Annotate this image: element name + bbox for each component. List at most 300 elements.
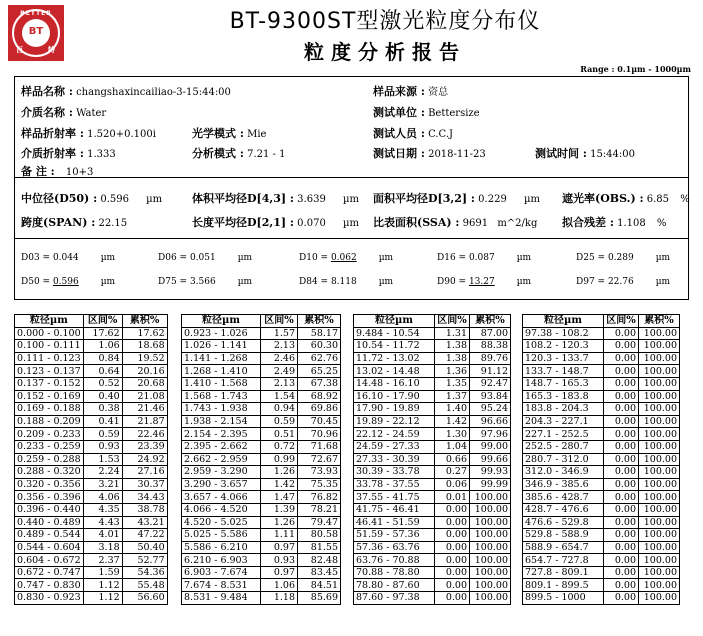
medium-ri-label: 介质折射率 : <box>21 147 84 160</box>
cumulative-percent-cell: 70.96 <box>298 428 341 441</box>
interval-percent-cell: 0.64 <box>83 365 122 378</box>
interval-percent-cell: 2.49 <box>261 365 298 378</box>
residual-label: 拟合残差 : <box>562 216 614 229</box>
d-value-item <box>21 253 115 263</box>
size-range-cell: 280.7 - 312.0 <box>523 453 604 466</box>
interval-percent-cell: 0.00 <box>604 327 639 340</box>
cumulative-percent-cell: 69.86 <box>298 403 341 416</box>
cumulative-percent-cell: 100.00 <box>639 377 680 390</box>
cumulative-percent-cell: 50.40 <box>122 541 167 554</box>
size-range-cell: 0.233 - 0.259 <box>15 440 84 453</box>
size-range-cell: 0.111 - 0.123 <box>15 352 84 365</box>
cumulative-percent-cell: 100.00 <box>639 592 680 605</box>
interval-percent-cell: 0.00 <box>604 554 639 567</box>
size-range-cell: 0.672 - 0.747 <box>15 566 84 579</box>
size-range-cell: 4.066 - 4.520 <box>182 503 261 516</box>
d50-unit: µm <box>146 194 163 205</box>
cumulative-percent-cell: 21.87 <box>122 415 167 428</box>
interval-percent-cell: 0.00 <box>604 478 639 491</box>
logo-char-left: 百 <box>16 46 23 54</box>
table-row <box>354 529 511 542</box>
table-row <box>523 415 680 428</box>
table-row <box>15 503 168 516</box>
interval-percent-cell: 4.06 <box>83 491 122 504</box>
cumulative-percent-cell: 19.52 <box>122 352 167 365</box>
d-value-unit: µm <box>516 253 532 263</box>
d32-unit: µm <box>524 194 540 205</box>
cumulative-percent-cell: 100.00 <box>639 415 680 428</box>
size-range-cell: 0.169 - 0.188 <box>15 403 84 416</box>
cumulative-percent-cell: 54.36 <box>122 566 167 579</box>
table-row <box>15 352 168 365</box>
table-row <box>182 554 341 567</box>
table-row <box>182 529 341 542</box>
table-row <box>354 352 511 365</box>
cumulative-percent-cell: 100.00 <box>639 440 680 453</box>
d-value-unit: µm <box>516 277 532 287</box>
d32-label: 面积平均径D[3,2] : <box>373 192 475 205</box>
size-range-cell: 9.484 - 10.54 <box>354 327 435 340</box>
table-row <box>15 377 168 390</box>
size-range-cell: 654.7 - 727.8 <box>523 554 604 567</box>
size-range-cell: 24.59 - 27.33 <box>354 440 435 453</box>
size-range-cell: 70.88 - 78.80 <box>354 566 435 579</box>
sample-ri-label: 样品折射率 : <box>21 127 84 140</box>
d-value-unit: µm <box>378 253 394 263</box>
interval-percent-cell: 0.00 <box>604 516 639 529</box>
table-row <box>354 503 511 516</box>
table-row <box>523 516 680 529</box>
table-row <box>354 541 511 554</box>
statistics-box <box>14 177 689 239</box>
table-header: 累积% <box>470 315 511 328</box>
table-row <box>523 403 680 416</box>
cumulative-percent-cell: 99.00 <box>470 440 511 453</box>
cumulative-percent-cell: 20.16 <box>122 365 167 378</box>
size-range-cell: 0.100 - 0.111 <box>15 340 84 353</box>
interval-percent-cell: 1.40 <box>435 403 470 416</box>
table-row <box>182 352 341 365</box>
size-range-cell: 204.3 - 227.1 <box>523 415 604 428</box>
test-time-label: 测试时间 : <box>535 147 587 160</box>
d-value-item <box>299 277 393 287</box>
d50-label: 中位径(D50) : <box>21 192 98 205</box>
interval-percent-cell: 0.00 <box>435 566 470 579</box>
cumulative-percent-cell: 100.00 <box>639 566 680 579</box>
table-header: 区间% <box>604 315 639 328</box>
interval-percent-cell: 1.53 <box>83 453 122 466</box>
table-row <box>182 592 341 605</box>
table-row <box>354 415 511 428</box>
table-row <box>15 453 168 466</box>
sample-source-value: 资总 <box>428 87 449 98</box>
interval-percent-cell: 1.54 <box>261 390 298 403</box>
interval-percent-cell: 0.00 <box>604 491 639 504</box>
test-date-value: 2018-11-23 <box>428 149 486 160</box>
cumulative-percent-cell: 100.00 <box>470 503 511 516</box>
d-value-number: 0.062 <box>330 253 357 263</box>
d-value-item <box>576 253 670 263</box>
interval-percent-cell: 0.38 <box>83 403 122 416</box>
residual-unit: % <box>656 218 667 229</box>
size-range-cell: 0.209 - 0.233 <box>15 428 84 441</box>
cumulative-percent-cell: 100.00 <box>639 352 680 365</box>
size-range-cell: 133.7 - 148.7 <box>523 365 604 378</box>
interval-percent-cell: 1.06 <box>261 579 298 592</box>
cumulative-percent-cell: 71.68 <box>298 440 341 453</box>
table-row <box>354 428 511 441</box>
table-header: 粒径µm <box>523 315 604 328</box>
table-row <box>182 403 341 416</box>
interval-percent-cell: 1.26 <box>261 516 298 529</box>
interval-percent-cell: 2.24 <box>83 466 122 479</box>
cumulative-percent-cell: 87.00 <box>470 327 511 340</box>
size-range-cell: 30.39 - 33.78 <box>354 466 435 479</box>
ssa-label: 比表面积(SSA) : <box>373 216 460 229</box>
interval-percent-cell: 0.51 <box>261 428 298 441</box>
medium-name-label: 介质名称 : <box>21 106 73 119</box>
table-header: 区间% <box>435 315 470 328</box>
interval-percent-cell: 0.00 <box>604 503 639 516</box>
interval-percent-cell: 2.37 <box>83 554 122 567</box>
interval-percent-cell: 0.52 <box>83 377 122 390</box>
medium-ri-value: 1.333 <box>87 149 116 160</box>
interval-percent-cell: 1.59 <box>83 566 122 579</box>
distribution-table <box>353 314 511 605</box>
cumulative-percent-cell: 82.48 <box>298 554 341 567</box>
cumulative-percent-cell: 100.00 <box>639 491 680 504</box>
table-header: 累积% <box>639 315 680 328</box>
size-range-cell: 5.586 - 6.210 <box>182 541 261 554</box>
interval-percent-cell: 0.00 <box>604 365 639 378</box>
cumulative-percent-cell: 100.00 <box>639 428 680 441</box>
size-range-cell: 14.48 - 16.10 <box>354 377 435 390</box>
table-row <box>15 390 168 403</box>
size-range-cell: 4.520 - 5.025 <box>182 516 261 529</box>
table-row <box>15 466 168 479</box>
d21-value: 0.070 <box>297 218 326 229</box>
interval-percent-cell: 0.00 <box>604 377 639 390</box>
size-range-cell: 27.33 - 30.39 <box>354 453 435 466</box>
cumulative-percent-cell: 17.62 <box>122 327 167 340</box>
cumulative-percent-cell: 89.76 <box>470 352 511 365</box>
d-value-label: D84 = <box>299 277 331 287</box>
size-range-cell: 0.259 - 0.288 <box>15 453 84 466</box>
table-row <box>523 503 680 516</box>
interval-percent-cell: 17.62 <box>83 327 122 340</box>
d21-label: 长度平均径D[2,1] : <box>192 216 294 229</box>
table-row <box>523 466 680 479</box>
size-range-cell: 120.3 - 133.7 <box>523 352 604 365</box>
interval-percent-cell: 3.21 <box>83 478 122 491</box>
cumulative-percent-cell: 100.00 <box>470 541 511 554</box>
interval-percent-cell: 1.11 <box>261 529 298 542</box>
size-range-cell: 0.137 - 0.152 <box>15 377 84 390</box>
interval-percent-cell: 2.13 <box>261 340 298 353</box>
d43-value: 3.639 <box>297 194 326 205</box>
table-row <box>523 428 680 441</box>
sample-source-label: 样品来源 : <box>373 85 425 98</box>
size-range-cell: 0.188 - 0.209 <box>15 415 84 428</box>
table-row <box>523 390 680 403</box>
interval-percent-cell: 0.00 <box>604 566 639 579</box>
cumulative-percent-cell: 96.66 <box>470 415 511 428</box>
test-date-label: 测试日期 : <box>373 147 425 160</box>
table-row <box>523 541 680 554</box>
cumulative-percent-cell: 67.38 <box>298 377 341 390</box>
table-header: 粒径µm <box>15 315 84 328</box>
residual-value: 1.108 <box>617 218 646 229</box>
size-range-cell: 0.152 - 0.169 <box>15 390 84 403</box>
cumulative-percent-cell: 80.58 <box>298 529 341 542</box>
table-row <box>182 503 341 516</box>
size-range-cell: 8.531 - 9.484 <box>182 592 261 605</box>
table-row <box>354 478 511 491</box>
size-range-cell: 183.8 - 204.3 <box>523 403 604 416</box>
obscuration-label: 遮光率(OBS.) : <box>562 192 644 205</box>
d-value-number: 22.76 <box>607 277 634 287</box>
size-range-cell: 227.1 - 252.5 <box>523 428 604 441</box>
table-row <box>15 579 168 592</box>
cumulative-percent-cell: 47.22 <box>122 529 167 542</box>
table-row <box>523 440 680 453</box>
table-row <box>15 529 168 542</box>
company-logo <box>8 5 64 61</box>
interval-percent-cell: 0.00 <box>604 340 639 353</box>
logo-text: BETTER <box>20 10 52 17</box>
size-range-cell: 33.78 - 37.55 <box>354 478 435 491</box>
table-row <box>15 478 168 491</box>
obscuration-unit: % <box>680 194 690 205</box>
size-range-cell: 46.41 - 51.59 <box>354 516 435 529</box>
table-row <box>182 428 341 441</box>
d50-value: 0.596 <box>100 194 129 205</box>
size-range-cell: 588.9 - 654.7 <box>523 541 604 554</box>
size-range-cell: 476.6 - 529.8 <box>523 516 604 529</box>
cumulative-percent-cell: 56.60 <box>122 592 167 605</box>
interval-percent-cell: 0.00 <box>604 390 639 403</box>
table-row <box>182 541 341 554</box>
cumulative-percent-cell: 68.92 <box>298 390 341 403</box>
size-range-cell: 11.72 - 13.02 <box>354 352 435 365</box>
table-row <box>523 352 680 365</box>
interval-percent-cell: 0.00 <box>604 579 639 592</box>
d-value-label: D50 = <box>21 277 53 287</box>
operator-label: 测试人员 : <box>373 127 425 140</box>
table-row <box>523 340 680 353</box>
d-value-number: 0.051 <box>189 253 216 263</box>
cumulative-percent-cell: 99.99 <box>470 478 511 491</box>
table-row <box>15 566 168 579</box>
size-range-cell: 7.674 - 8.531 <box>182 579 261 592</box>
cumulative-percent-cell: 100.00 <box>470 516 511 529</box>
table-row <box>523 478 680 491</box>
table-row <box>182 390 341 403</box>
interval-percent-cell: 1.36 <box>435 365 470 378</box>
size-range-cell: 16.10 - 17.90 <box>354 390 435 403</box>
interval-percent-cell: 0.00 <box>604 541 639 554</box>
interval-percent-cell: 0.94 <box>261 403 298 416</box>
table-row <box>354 340 511 353</box>
table-row <box>15 428 168 441</box>
size-range-cell: 13.02 - 14.48 <box>354 365 435 378</box>
interval-percent-cell: 0.00 <box>604 529 639 542</box>
table-row <box>354 365 511 378</box>
logo-char-right: 特 <box>48 46 55 54</box>
cumulative-percent-cell: 100.00 <box>639 554 680 567</box>
size-range-cell: 2.154 - 2.395 <box>182 428 261 441</box>
ssa-value: 9691 <box>462 218 489 229</box>
interval-percent-cell: 0.93 <box>83 440 122 453</box>
interval-percent-cell: 0.59 <box>83 428 122 441</box>
cumulative-percent-cell: 18.68 <box>122 340 167 353</box>
cumulative-percent-cell: 55.48 <box>122 579 167 592</box>
d43-unit: µm <box>343 194 359 205</box>
size-range-cell: 312.0 - 346.9 <box>523 466 604 479</box>
test-unit-value: Bettersize <box>428 108 480 119</box>
interval-percent-cell: 0.00 <box>604 352 639 365</box>
size-range-cell: 899.5 - 1000 <box>523 592 604 605</box>
d-value-unit: µm <box>378 277 394 287</box>
table-header: 粒径µm <box>182 315 261 328</box>
cumulative-percent-cell: 100.00 <box>639 466 680 479</box>
interval-percent-cell: 1.57 <box>261 327 298 340</box>
table-row <box>15 327 168 340</box>
interval-percent-cell: 4.43 <box>83 516 122 529</box>
cumulative-percent-cell: 30.37 <box>122 478 167 491</box>
interval-percent-cell: 0.00 <box>435 516 470 529</box>
cumulative-percent-cell: 91.12 <box>470 365 511 378</box>
cumulative-percent-cell: 22.46 <box>122 428 167 441</box>
interval-percent-cell: 0.99 <box>261 453 298 466</box>
table-row <box>15 365 168 378</box>
table-row <box>15 516 168 529</box>
cumulative-percent-cell: 100.00 <box>639 579 680 592</box>
cumulative-percent-cell: 100.00 <box>639 340 680 353</box>
cumulative-percent-cell: 34.43 <box>122 491 167 504</box>
table-row <box>354 579 511 592</box>
size-range-cell: 428.7 - 476.6 <box>523 503 604 516</box>
interval-percent-cell: 1.35 <box>435 377 470 390</box>
interval-percent-cell: 0.84 <box>83 352 122 365</box>
interval-percent-cell: 0.40 <box>83 390 122 403</box>
size-range-cell: 6.903 - 7.674 <box>182 566 261 579</box>
table-row <box>15 491 168 504</box>
interval-percent-cell: 2.46 <box>261 352 298 365</box>
size-range-cell: 0.440 - 0.489 <box>15 516 84 529</box>
instrument-title: BT-9300ST型激光粒度分布仪 <box>229 9 541 34</box>
table-row <box>182 453 341 466</box>
table-row <box>523 491 680 504</box>
cumulative-percent-cell: 88.38 <box>470 340 511 353</box>
interval-percent-cell: 0.00 <box>604 440 639 453</box>
table-row <box>15 554 168 567</box>
sample-ri-value: 1.520+0.100i <box>87 129 156 140</box>
size-range-cell: 3.657 - 4.066 <box>182 491 261 504</box>
size-range-cell: 41.75 - 46.41 <box>354 503 435 516</box>
d21-unit: µm <box>343 218 359 229</box>
cumulative-percent-cell: 23.39 <box>122 440 167 453</box>
d-value-item <box>437 253 531 263</box>
interval-percent-cell: 0.97 <box>261 541 298 554</box>
table-row <box>15 403 168 416</box>
obscuration-value: 6.85 <box>646 194 670 205</box>
cumulative-percent-cell: 100.00 <box>639 478 680 491</box>
d-value-label: D75 = <box>158 277 190 287</box>
table-row <box>182 566 341 579</box>
size-range-cell: 6.210 - 6.903 <box>182 554 261 567</box>
interval-percent-cell: 0.00 <box>435 554 470 567</box>
size-range-cell: 22.12 - 24.59 <box>354 428 435 441</box>
cumulative-percent-cell: 93.84 <box>470 390 511 403</box>
interval-percent-cell: 1.06 <box>83 340 122 353</box>
cumulative-percent-cell: 100.00 <box>639 529 680 542</box>
cumulative-percent-cell: 21.08 <box>122 390 167 403</box>
size-range-cell: 10.54 - 11.72 <box>354 340 435 353</box>
cumulative-percent-cell: 21.46 <box>122 403 167 416</box>
cumulative-percent-cell: 100.00 <box>639 327 680 340</box>
table-row <box>523 579 680 592</box>
cumulative-percent-cell: 99.93 <box>470 466 511 479</box>
cumulative-percent-cell: 100.00 <box>639 453 680 466</box>
interval-percent-cell: 0.97 <box>261 566 298 579</box>
interval-percent-cell: 0.27 <box>435 466 470 479</box>
table-header-row <box>15 315 168 328</box>
interval-percent-cell: 4.35 <box>83 503 122 516</box>
cumulative-percent-cell: 27.16 <box>122 466 167 479</box>
d32-value: 0.229 <box>478 194 507 205</box>
interval-percent-cell: 0.00 <box>604 415 639 428</box>
size-range-cell: 346.9 - 385.6 <box>523 478 604 491</box>
size-range-cell: 0.000 - 0.100 <box>15 327 84 340</box>
table-row <box>182 491 341 504</box>
distribution-table <box>181 314 341 605</box>
interval-percent-cell: 0.93 <box>261 554 298 567</box>
size-range-cell: 0.544 - 0.604 <box>15 541 84 554</box>
interval-percent-cell: 1.26 <box>261 466 298 479</box>
table-header-row <box>354 315 511 328</box>
d-value-unit: µm <box>237 277 253 287</box>
cumulative-percent-cell: 85.69 <box>298 592 341 605</box>
interval-percent-cell: 0.00 <box>435 503 470 516</box>
size-range-cell: 0.320 - 0.356 <box>15 478 84 491</box>
size-range-cell: 63.76 - 70.88 <box>354 554 435 567</box>
cumulative-percent-cell: 100.00 <box>639 541 680 554</box>
cumulative-percent-cell: 81.55 <box>298 541 341 554</box>
cumulative-percent-cell: 38.78 <box>122 503 167 516</box>
cumulative-percent-cell: 100.00 <box>639 365 680 378</box>
size-range-cell: 108.2 - 120.3 <box>523 340 604 353</box>
interval-percent-cell: 0.06 <box>435 478 470 491</box>
size-range-cell: 97.38 - 108.2 <box>523 327 604 340</box>
size-range-cell: 727.8 - 809.1 <box>523 566 604 579</box>
span-value: 22.15 <box>98 218 128 229</box>
d-value-label: D90 = <box>437 277 469 287</box>
table-row <box>354 377 511 390</box>
analysis-mode-label: 分析模式 : <box>192 147 244 160</box>
d-value-number: 13.27 <box>468 277 495 287</box>
table-row <box>523 377 680 390</box>
d-values-box <box>14 238 689 300</box>
table-header: 区间% <box>261 315 298 328</box>
interval-percent-cell: 3.18 <box>83 541 122 554</box>
d-value-item <box>158 277 252 287</box>
table-row <box>182 478 341 491</box>
size-range-cell: 1.743 - 1.938 <box>182 403 261 416</box>
table-row <box>182 579 341 592</box>
size-range-cell: 0.123 - 0.137 <box>15 365 84 378</box>
cumulative-percent-cell: 100.00 <box>470 491 511 504</box>
